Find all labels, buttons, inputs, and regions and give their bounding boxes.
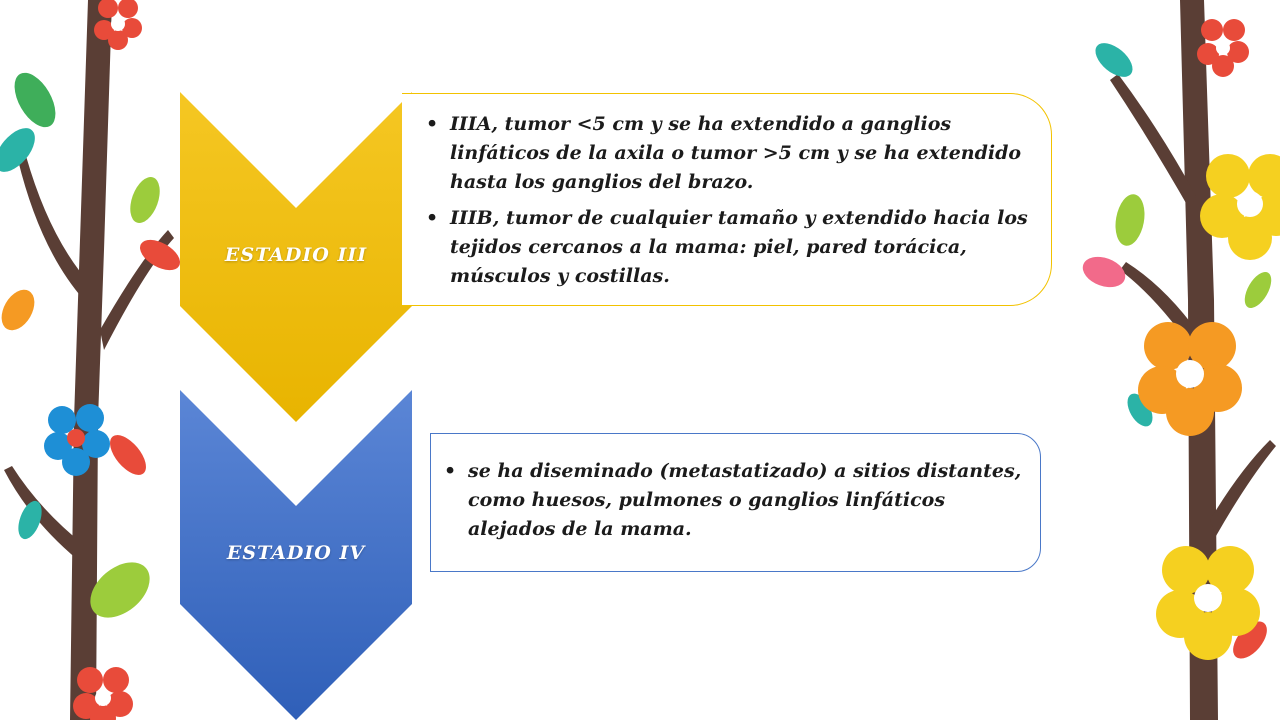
stage-iii-bullet-list — [426, 110, 1031, 291]
bullet-item-iiia: • IIIA, tumor <5 cm y se ha extendido a ganglios linfáticos de la axila o tumor >5 cm y se ha extendido hasta los ganglios del brazo. — [426, 110, 1031, 197]
tree-with-flowers-icon — [0, 0, 190, 720]
bullet-item-iv: • se ha diseminado (metastatizado) a sitios distantes, como huesos, pulmones o ganglios linfáticos alejados de la mama. — [444, 457, 1034, 544]
bullet-item-iiib: • IIIB, tumor de cualquier tamaño y extendido hacia los tejidos cercanos a la mama: piel, pared torácica, músculos y costillas. — [426, 204, 1031, 291]
stage-iv-bullet-list — [444, 457, 1034, 544]
stage-iii-label: ESTADIO III — [224, 244, 368, 266]
stage-iv-label: ESTADIO IV — [226, 542, 366, 564]
tree-with-flowers-icon — [1080, 0, 1280, 720]
